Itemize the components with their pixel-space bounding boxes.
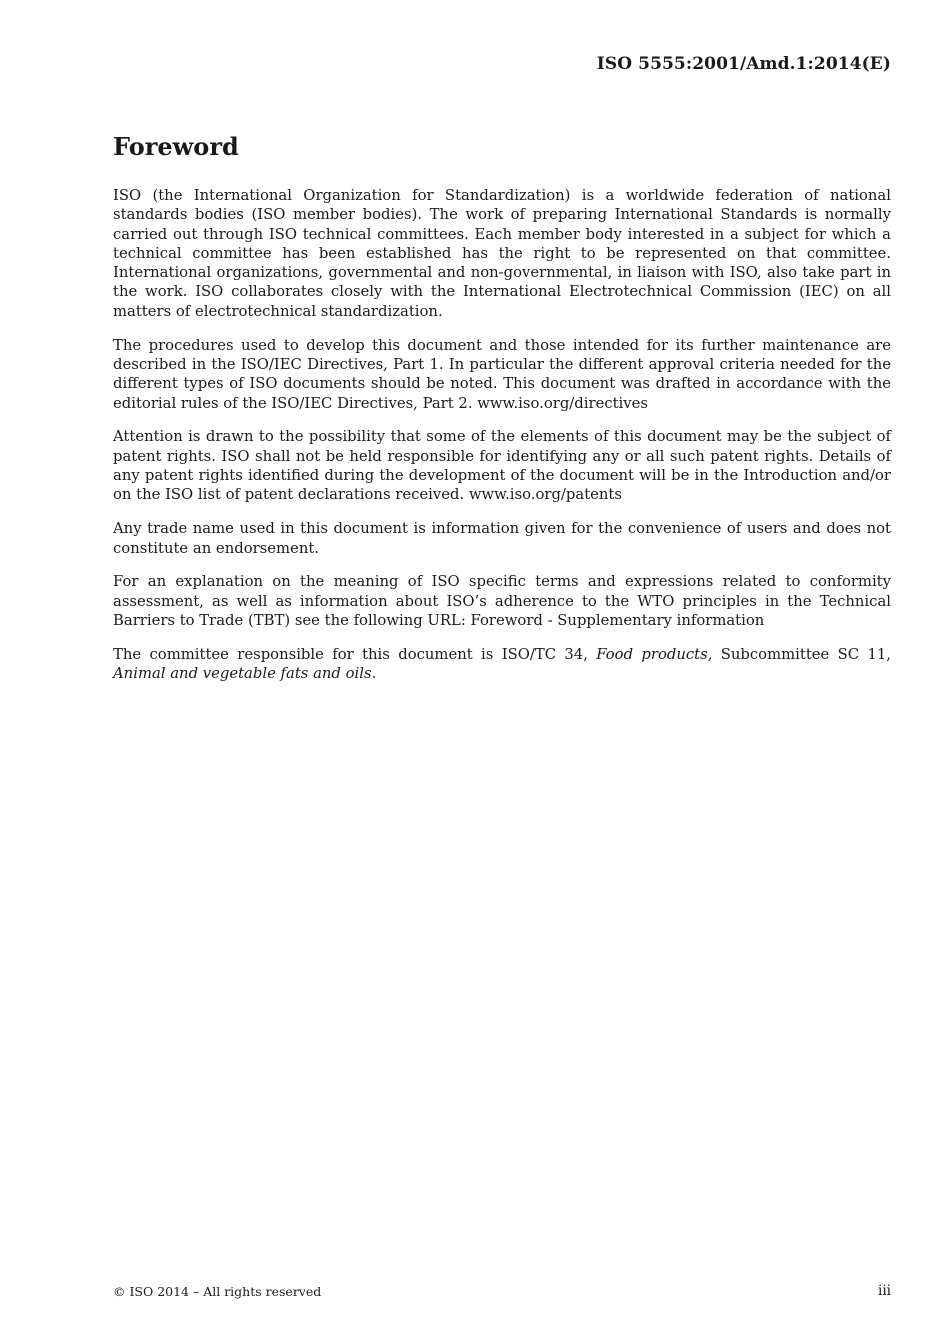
committee-text-1: The committee responsible for this document is ISO/TC 34, [113, 645, 597, 663]
page-title: Foreword [113, 132, 239, 161]
paragraph-trade-name: Any trade name used in this document is information given for the convenience of users and does not constitute an endorsement. [113, 520, 891, 557]
paragraph-patent-rights: Attention is drawn to the possibility that some of the elements of this document may be the subject of patent rights. ISO shall not be held responsible for identifying any or all such patent rights. Details of any patent rights identified during the development of the document will be in the Introduction and/or on the ISO list of patent declarations received. www.iso.org/patents [113, 428, 891, 504]
committee-name: Food products [596, 645, 708, 663]
subcommittee-name: Animal and vegetable fats and oils [113, 665, 372, 683]
document-identifier: ISO 5555:2001/Amd.1:2014(E) [596, 54, 891, 74]
committee-text-2: , Subcommittee SC 11, [707, 645, 891, 663]
paragraph-conformity-assessment: For an explanation on the meaning of ISO specific terms and expressions related to conformity assessment, as well as information about ISO’s adherence to the WTO principles in the Technical Barriers to Trade (TBT) see the following URL: Foreword - Supplementary information [113, 573, 891, 630]
committee-text-3: . [371, 665, 377, 683]
paragraph-iso-organization: ISO (the International Organization for Standardization) is a worldwide federation of national standards bodies (ISO member bodies). The work of preparing International Standards is normally carried out through ISO technical committees. Each member body interested in a subject for which a technical committee has been established has the right to be represented on that committee. International organizations, governmental and non-governmental, in liaison with ISO, also take part in the work. ISO collaborates closely with the International Electrotechnical Commission (IEC) on all matters of electrotechnical standardization. [113, 187, 891, 320]
foreword-body [113, 186, 891, 698]
footer-page-number: iii [878, 1283, 891, 1299]
footer-copyright: © ISO 2014 – All rights reserved [113, 1284, 322, 1299]
paragraph-procedures: The procedures used to develop this document and those intended for its further maintenance are described in the ISO/IEC Directives, Part 1. In particular the different approval criteria needed for the different types of ISO documents should be noted. This document was drafted in accordance with the editorial rules of the ISO/IEC Directives, Part 2. www.iso.org/directives [113, 336, 891, 412]
paragraph-committee [113, 645, 891, 684]
